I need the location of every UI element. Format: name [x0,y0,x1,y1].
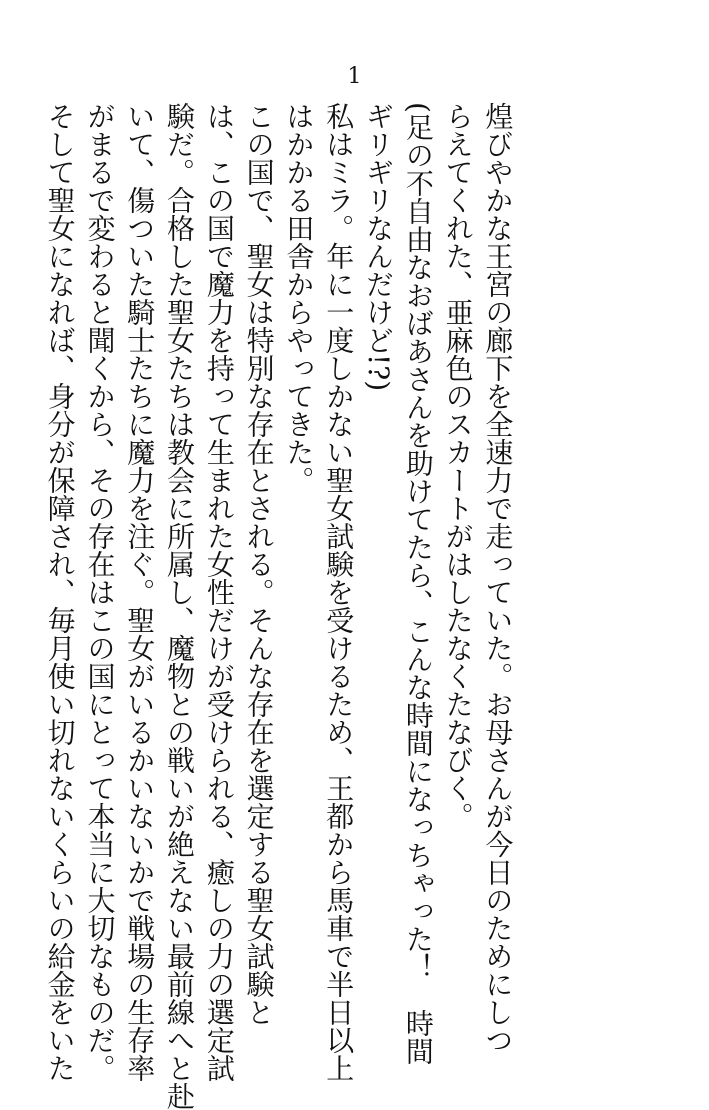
paragraph-3: 私はミラ。年に一度しかない聖女試験を受けるため、王都から馬車で半日以上 はかかる田舎からやってきた。 [282,102,356,1082]
paragraph-2: (足の不自由なおばあさんを助けてたら、こんな時間になっちゃった！ 時間 ギリギリなんだけど!?) [362,102,435,1065]
body-text [0,102,597,1110]
page-number: 1 [347,64,362,89]
paragraph-5: そして聖女になれば、身分が保障され、毎月使い切れないくらいの給金をいた [43,102,77,1082]
paragraph-4: この国で、聖女は特別な存在とされる。そんな存在を選定する聖女試験と は、この国で魔力を持って生まれた女性だけが受けられる、癒しの力の選定試 験だ。合格した聖女たちは教会に所属し、魔物との戦いが絶えない最前線へと赴 いて、傷ついた騎士たちに魔力を注ぐ。聖女がいるかいないかで戦場の生存率 がまるで変わると聞くから、その存在はこの国にとって本当に大切なものだ。 [83,102,276,1110]
paragraph-1: 煌びやかな王宮の廊下を全速力で走っていた。お母さんが今日のためにしつ らえてくれた、亜麻色のスカートがはしたなくたなびく。 [441,102,515,1054]
